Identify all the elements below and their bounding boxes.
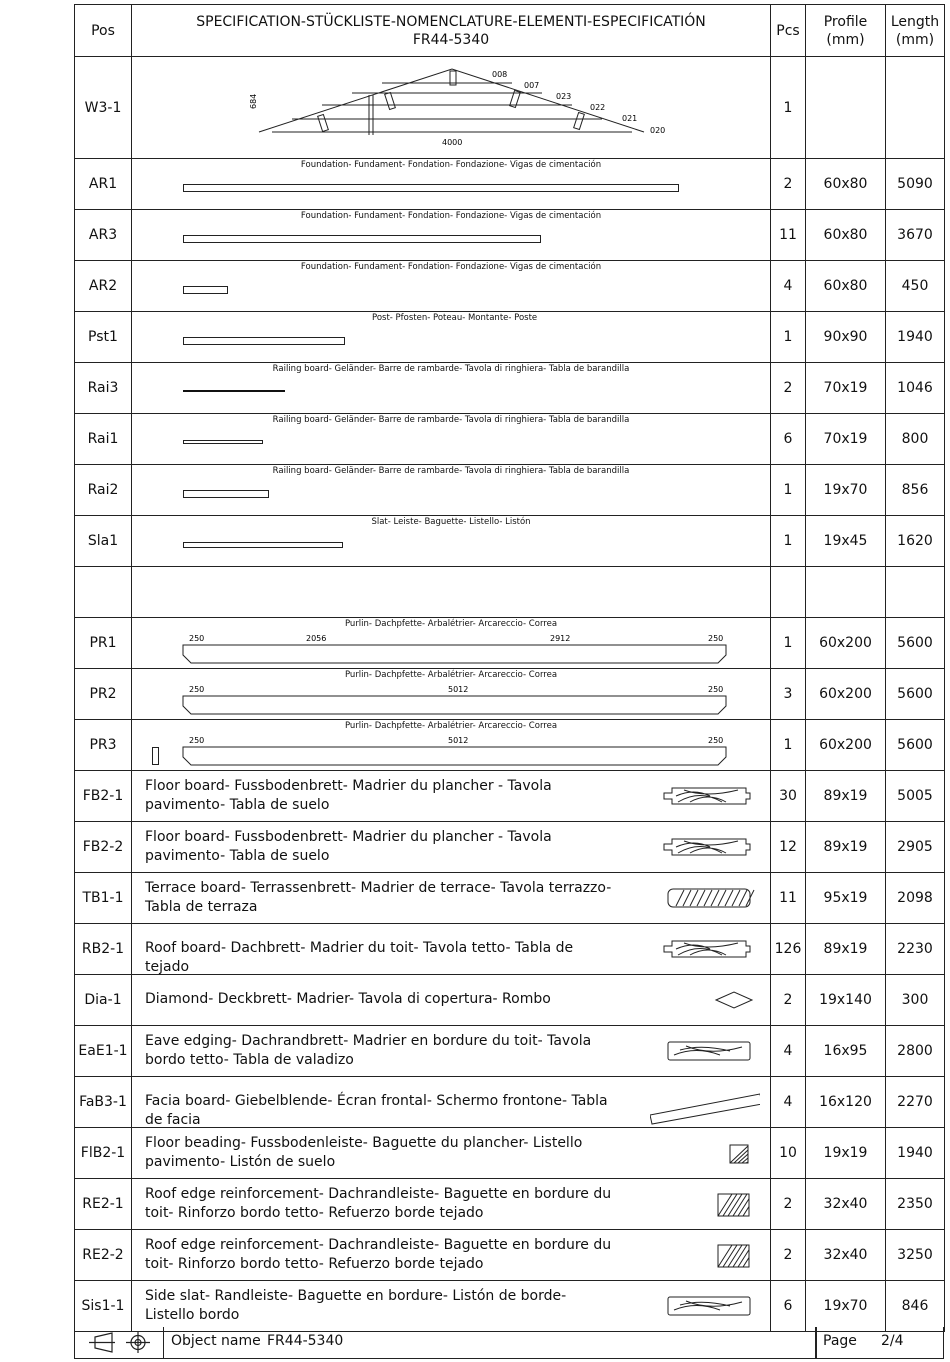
item-ar1-pos: AR1 bbox=[75, 159, 132, 210]
item-rb2-1-profile: 89x19 bbox=[806, 924, 886, 975]
part-description: Terrace board- Terrassenbrett- Madrier de terrace- Tavola terrazzo- Tabla de terraza bbox=[145, 880, 612, 915]
spec-row bbox=[75, 261, 945, 312]
item-pr2-pcs: 3 bbox=[771, 669, 806, 720]
specification-sheet bbox=[74, 4, 944, 1332]
part-description: Roof board- Dachbrett- Madrier du toit- Tavola tetto- Tabla de tejado bbox=[145, 940, 574, 975]
item-tb1-1-profile: 95x19 bbox=[806, 873, 886, 924]
item-tb1-1-length: 2098 bbox=[886, 873, 945, 924]
item-rb2-1-pcs: 126 bbox=[771, 924, 806, 975]
spec-row bbox=[75, 159, 945, 210]
item-pr2-profile: 60x200 bbox=[806, 669, 886, 720]
rect-section-icon bbox=[650, 1179, 760, 1229]
item-fab3-1-pcs: 4 bbox=[771, 1077, 806, 1128]
item-ar3-pos: AR3 bbox=[75, 210, 132, 261]
specification-table bbox=[74, 4, 945, 1332]
part-caption: Purlin- Dachpfette- Arbalétrier- Arcareccio- Correa bbox=[344, 670, 558, 680]
spec-row bbox=[75, 465, 945, 516]
part-caption: Purlin- Dachpfette- Arbalétrier- Arcareccio- Correa bbox=[344, 619, 558, 629]
header-row bbox=[75, 5, 945, 57]
header-profile bbox=[806, 5, 886, 57]
item-pr1-pcs: 1 bbox=[771, 618, 806, 669]
diamond-icon bbox=[650, 975, 760, 1025]
item-rai3-drawing bbox=[132, 363, 771, 414]
truss-label-020: 020 bbox=[650, 126, 666, 135]
item-pst1-length: 1940 bbox=[886, 312, 945, 363]
truss-profile bbox=[806, 57, 886, 159]
item-rai2-profile: 19x70 bbox=[806, 465, 886, 516]
item-pst1-drawing bbox=[132, 312, 771, 363]
item-rai3-pcs: 2 bbox=[771, 363, 806, 414]
empty-cell bbox=[886, 567, 945, 618]
item-fb2-2-description bbox=[132, 822, 771, 873]
item-pr1-pos: PR1 bbox=[75, 618, 132, 669]
part-bar bbox=[183, 337, 345, 345]
item-sla1-profile: 19x45 bbox=[806, 516, 886, 567]
part-bar bbox=[183, 184, 679, 192]
spec-row bbox=[75, 1077, 945, 1128]
item-ar3-drawing bbox=[132, 210, 771, 261]
item-flb2-1-pos: FlB2-1 bbox=[75, 1128, 132, 1179]
spec-row bbox=[75, 669, 945, 720]
header-length-label: Length bbox=[890, 13, 940, 30]
item-flb2-1-profile: 19x19 bbox=[806, 1128, 886, 1179]
item-pr3-pcs: 1 bbox=[771, 720, 806, 771]
item-ar1-drawing bbox=[132, 159, 771, 210]
item-ar3-length: 3670 bbox=[886, 210, 945, 261]
item-pr3-profile: 60x200 bbox=[806, 720, 886, 771]
item-rai1-length: 800 bbox=[886, 414, 945, 465]
purlin-outline bbox=[183, 645, 726, 663]
item-pr1-profile: 60x200 bbox=[806, 618, 886, 669]
footer-bar bbox=[74, 1327, 944, 1359]
spec-row bbox=[75, 210, 945, 261]
item-fb2-1-pos: FB2-1 bbox=[75, 771, 132, 822]
item-rb2-1-description bbox=[132, 924, 771, 975]
item-re2-2-pcs: 2 bbox=[771, 1230, 806, 1281]
item-sis1-1-profile: 19x70 bbox=[806, 1281, 886, 1332]
item-ar3-pcs: 11 bbox=[771, 210, 806, 261]
purlin-dimension: 5012 bbox=[448, 685, 469, 694]
item-ar2-pcs: 4 bbox=[771, 261, 806, 312]
purlin-drawing bbox=[132, 669, 771, 719]
truss-label-007: 007 bbox=[524, 81, 540, 90]
spec-row bbox=[75, 414, 945, 465]
part-description: Floor beading- Fussbodenleiste- Baguette du plancher- Listello pavimento- Listón de suelo bbox=[145, 1135, 583, 1170]
item-rb2-1-length: 2230 bbox=[886, 924, 945, 975]
item-ar3-profile: 60x80 bbox=[806, 210, 886, 261]
item-pst1-pos: Pst1 bbox=[75, 312, 132, 363]
item-flb2-1-length: 1940 bbox=[886, 1128, 945, 1179]
item-rai1-pos: Rai1 bbox=[75, 414, 132, 465]
spec-row bbox=[75, 618, 945, 669]
truss-length bbox=[886, 57, 945, 159]
item-fb2-1-pcs: 30 bbox=[771, 771, 806, 822]
item-rai3-length: 1046 bbox=[886, 363, 945, 414]
header-profile-label: Profile bbox=[823, 13, 868, 30]
truss-label-008: 008 bbox=[492, 70, 508, 79]
part-caption: Post- Pfosten- Poteau- Montante- Poste bbox=[372, 313, 538, 323]
page-value: 2/4 bbox=[881, 1333, 904, 1349]
part-bar bbox=[183, 390, 285, 392]
item-pst1-profile: 90x90 bbox=[806, 312, 886, 363]
empty-cell bbox=[771, 567, 806, 618]
part-caption: Railing board- Geländer- Barre de rambarde- Tavola di ringhiera- Tabla de barandilla bbox=[272, 415, 630, 425]
item-rai1-pcs: 6 bbox=[771, 414, 806, 465]
part-bar bbox=[183, 542, 343, 548]
truss-height-label: 684 bbox=[249, 93, 258, 109]
purlin-dimension: 2056 bbox=[306, 634, 327, 643]
spec-row bbox=[75, 1281, 945, 1332]
truss-row bbox=[75, 57, 945, 159]
item-rai2-drawing bbox=[132, 465, 771, 516]
part-description: Roof edge reinforcement- Dachrandleiste- Baguette en bordure du toit- Rinforzo bordo tetto- Refuerzo borde tejado bbox=[145, 1237, 612, 1272]
object-name-value: FR44-5340 bbox=[267, 1333, 344, 1349]
item-ar2-pos: AR2 bbox=[75, 261, 132, 312]
part-bar bbox=[183, 490, 269, 498]
item-rai2-pcs: 1 bbox=[771, 465, 806, 516]
empty-cell bbox=[806, 567, 886, 618]
item-pr2-pos: PR2 bbox=[75, 669, 132, 720]
spec-row bbox=[75, 822, 945, 873]
spec-row bbox=[75, 516, 945, 567]
item-dia-1-length: 300 bbox=[886, 975, 945, 1026]
part-caption: Railing board- Geländer- Barre de rambarde- Tavola di ringhiera- Tabla de barandilla bbox=[272, 466, 630, 476]
empty-cell bbox=[75, 567, 132, 618]
slanted-board-icon bbox=[650, 1077, 760, 1127]
item-eae1-1-length: 2800 bbox=[886, 1026, 945, 1077]
item-tb1-1-description bbox=[132, 873, 771, 924]
item-sis1-1-description bbox=[132, 1281, 771, 1332]
purlin-dimension: 5012 bbox=[448, 736, 469, 745]
truss-drawing bbox=[132, 57, 771, 158]
item-sla1-drawing bbox=[132, 516, 771, 567]
item-eae1-1-profile: 16x95 bbox=[806, 1026, 886, 1077]
header-title bbox=[132, 5, 771, 57]
part-description: Floor board- Fussbodenbrett- Madrier du plancher - Tavola pavimento- Tabla de suelo bbox=[145, 829, 552, 864]
purlin-dimension: 250 bbox=[189, 685, 205, 694]
purlin-dimension: 2912 bbox=[550, 634, 571, 643]
item-rb2-1-pos: RB2-1 bbox=[75, 924, 132, 975]
item-fb2-1-length: 5005 bbox=[886, 771, 945, 822]
item-re2-1-profile: 32x40 bbox=[806, 1179, 886, 1230]
purlin-dimension: 250 bbox=[189, 736, 205, 745]
projection-symbol-icon bbox=[75, 1327, 163, 1358]
object-name-label: Object name bbox=[171, 1333, 261, 1349]
item-ar2-drawing bbox=[132, 261, 771, 312]
item-re2-1-description bbox=[132, 1179, 771, 1230]
square-section-icon bbox=[650, 1128, 760, 1178]
purlin-outline bbox=[183, 696, 726, 714]
item-flb2-1-description bbox=[132, 1128, 771, 1179]
item-fb2-2-length: 2905 bbox=[886, 822, 945, 873]
item-ar2-profile: 60x80 bbox=[806, 261, 886, 312]
rect-section-icon bbox=[650, 1230, 760, 1280]
truss-pcs: 1 bbox=[771, 57, 806, 159]
part-caption: Purlin- Dachpfette- Arbalétrier- Arcareccio- Correa bbox=[344, 721, 558, 731]
item-fb2-1-profile: 89x19 bbox=[806, 771, 886, 822]
plank-icon bbox=[650, 1026, 760, 1076]
item-sis1-1-length: 846 bbox=[886, 1281, 945, 1332]
spec-row bbox=[75, 1179, 945, 1230]
item-sla1-pos: Sla1 bbox=[75, 516, 132, 567]
item-dia-1-pcs: 2 bbox=[771, 975, 806, 1026]
item-rai2-pos: Rai2 bbox=[75, 465, 132, 516]
item-ar1-profile: 60x80 bbox=[806, 159, 886, 210]
part-caption: Foundation- Fundament- Fondation- Fondazione- Vigas de cimentación bbox=[300, 160, 602, 170]
item-rai1-profile: 70x19 bbox=[806, 414, 886, 465]
part-caption: Foundation- Fundament- Fondation- Fondazione- Vigas de cimentación bbox=[300, 262, 602, 272]
item-eae1-1-pcs: 4 bbox=[771, 1026, 806, 1077]
item-ar1-pcs: 2 bbox=[771, 159, 806, 210]
item-dia-1-description bbox=[132, 975, 771, 1026]
item-re2-1-pos: RE2-1 bbox=[75, 1179, 132, 1230]
header-pos: Pos bbox=[75, 5, 132, 57]
purlin-outline bbox=[183, 747, 726, 765]
part-caption: Railing board- Geländer- Barre de rambarde- Tavola di ringhiera- Tabla de barandilla bbox=[272, 364, 630, 374]
item-fb2-1-description bbox=[132, 771, 771, 822]
sheet-code: FR44-5340 bbox=[412, 31, 490, 48]
part-bar bbox=[183, 235, 541, 243]
empty-cell bbox=[132, 567, 771, 618]
part-description: Facia board- Giebelblende- Écran frontal- Schermo frontone- Tabla de facia bbox=[145, 1093, 608, 1128]
header-pcs: Pcs bbox=[771, 5, 806, 57]
projection-symbol-cell bbox=[75, 1327, 164, 1358]
spec-row bbox=[75, 873, 945, 924]
truss-span-label: 4000 bbox=[442, 138, 463, 147]
item-sla1-pcs: 1 bbox=[771, 516, 806, 567]
part-bar bbox=[183, 286, 228, 294]
item-ar2-length: 450 bbox=[886, 261, 945, 312]
empty-row bbox=[75, 567, 945, 618]
purlin-section-icon bbox=[152, 747, 159, 765]
rounded-board-icon bbox=[650, 873, 760, 923]
part-description: Floor board- Fussbodenbrett- Madrier du plancher - Tavola pavimento- Tabla de suelo bbox=[145, 778, 552, 813]
item-re2-2-profile: 32x40 bbox=[806, 1230, 886, 1281]
purlin-drawing bbox=[132, 618, 771, 668]
tongue-groove-board-icon bbox=[650, 822, 760, 872]
tongue-groove-board-icon bbox=[650, 924, 760, 974]
item-re2-2-length: 3250 bbox=[886, 1230, 945, 1281]
header-profile-unit: (mm) bbox=[826, 31, 865, 48]
item-rai3-profile: 70x19 bbox=[806, 363, 886, 414]
item-fab3-1-pos: FaB3-1 bbox=[75, 1077, 132, 1128]
item-pr3-drawing bbox=[132, 720, 771, 771]
spec-row bbox=[75, 1026, 945, 1077]
item-sis1-1-pos: Sis1-1 bbox=[75, 1281, 132, 1332]
item-rai3-pos: Rai3 bbox=[75, 363, 132, 414]
item-re2-1-length: 2350 bbox=[886, 1179, 945, 1230]
item-pr2-length: 5600 bbox=[886, 669, 945, 720]
part-description: Eave edging- Dachrandbrett- Madrier en bordure du toit- Tavola bordo tetto- Tabla de valadizo bbox=[145, 1033, 592, 1068]
item-re2-1-pcs: 2 bbox=[771, 1179, 806, 1230]
part-description: Side slat- Randleiste- Baguette en bordure- Listón de borde- Listello bordo bbox=[145, 1288, 567, 1323]
item-tb1-1-pcs: 11 bbox=[771, 873, 806, 924]
item-fab3-1-description bbox=[132, 1077, 771, 1128]
purlin-dimension: 250 bbox=[708, 736, 724, 745]
item-pr1-length: 5600 bbox=[886, 618, 945, 669]
header-length-unit: (mm) bbox=[895, 31, 935, 48]
item-pr3-pos: PR3 bbox=[75, 720, 132, 771]
item-fab3-1-profile: 16x120 bbox=[806, 1077, 886, 1128]
item-pr3-length: 5600 bbox=[886, 720, 945, 771]
part-caption: Foundation- Fundament- Fondation- Fondazione- Vigas de cimentación bbox=[300, 211, 602, 221]
spec-row bbox=[75, 1230, 945, 1281]
tongue-groove-board-icon bbox=[650, 771, 760, 821]
part-description: Roof edge reinforcement- Dachrandleiste- Baguette en bordure du toit- Rinforzo bordo tetto- Refuerzo borde tejado bbox=[145, 1186, 612, 1221]
page-label: Page bbox=[823, 1333, 857, 1349]
purlin-dimension: 250 bbox=[708, 685, 724, 694]
item-pst1-pcs: 1 bbox=[771, 312, 806, 363]
item-flb2-1-pcs: 10 bbox=[771, 1128, 806, 1179]
truss-drawing-cell bbox=[132, 57, 771, 159]
part-bar bbox=[183, 440, 263, 444]
spec-row bbox=[75, 312, 945, 363]
item-dia-1-profile: 19x140 bbox=[806, 975, 886, 1026]
item-rai1-drawing bbox=[132, 414, 771, 465]
item-tb1-1-pos: TB1-1 bbox=[75, 873, 132, 924]
item-fb2-2-profile: 89x19 bbox=[806, 822, 886, 873]
item-sla1-length: 1620 bbox=[886, 516, 945, 567]
truss-pos: W3-1 bbox=[75, 57, 132, 159]
spec-row bbox=[75, 1128, 945, 1179]
item-re2-2-pos: RE2-2 bbox=[75, 1230, 132, 1281]
truss-label-021: 021 bbox=[622, 114, 638, 123]
purlin-dimension: 250 bbox=[189, 634, 205, 643]
part-caption: Slat- Leiste- Baguette- Listello- Listón bbox=[371, 517, 531, 527]
truss-label-022: 022 bbox=[590, 103, 606, 112]
item-eae1-1-pos: EaE1-1 bbox=[75, 1026, 132, 1077]
part-description: Diamond- Deckbrett- Madrier- Tavola di copertura- Rombo bbox=[145, 991, 551, 1007]
item-rai2-length: 856 bbox=[886, 465, 945, 516]
page-divider bbox=[815, 1327, 817, 1358]
purlin-drawing bbox=[132, 720, 771, 770]
spec-row bbox=[75, 771, 945, 822]
item-pr2-drawing bbox=[132, 669, 771, 720]
spec-row bbox=[75, 363, 945, 414]
spec-row bbox=[75, 924, 945, 975]
item-fb2-2-pos: FB2-2 bbox=[75, 822, 132, 873]
header-length bbox=[886, 5, 945, 57]
spec-row bbox=[75, 975, 945, 1026]
item-ar1-length: 5090 bbox=[886, 159, 945, 210]
item-dia-1-pos: Dia-1 bbox=[75, 975, 132, 1026]
spec-row bbox=[75, 720, 945, 771]
item-eae1-1-description bbox=[132, 1026, 771, 1077]
item-fb2-2-pcs: 12 bbox=[771, 822, 806, 873]
truss-label-023: 023 bbox=[556, 92, 572, 101]
sheet-title: SPECIFICATION-STÜCKLISTE-NOMENCLATURE-ELEMENTI-ESPECIFICATIÓN bbox=[196, 13, 706, 30]
item-fab3-1-length: 2270 bbox=[886, 1077, 945, 1128]
item-re2-2-description bbox=[132, 1230, 771, 1281]
item-pr1-drawing bbox=[132, 618, 771, 669]
plank-icon bbox=[650, 1281, 760, 1331]
purlin-dimension: 250 bbox=[708, 634, 724, 643]
item-sis1-1-pcs: 6 bbox=[771, 1281, 806, 1332]
